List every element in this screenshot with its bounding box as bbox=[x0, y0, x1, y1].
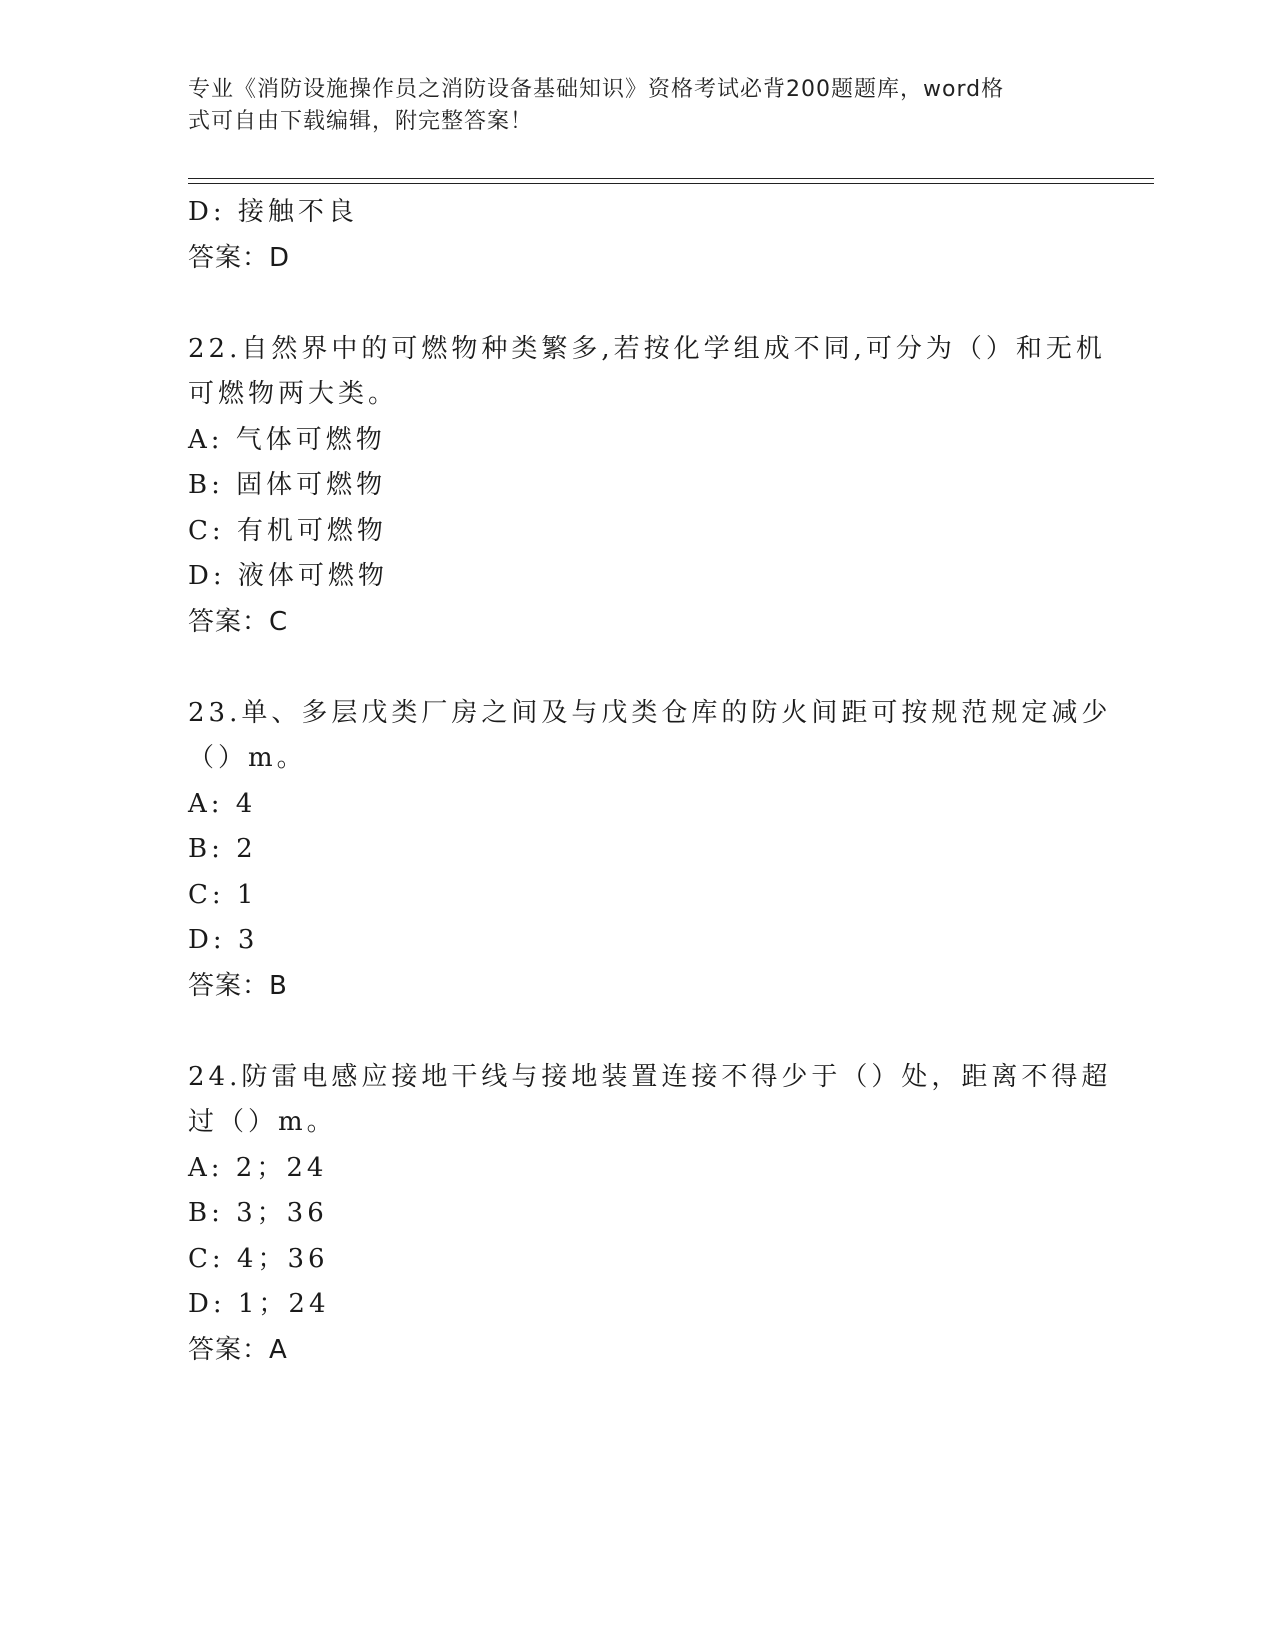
option-b: B: 2 bbox=[188, 834, 257, 864]
question-22 bbox=[188, 327, 1106, 646]
option-a: A: 2；24 bbox=[188, 1152, 328, 1183]
answer-line: 答案：D bbox=[188, 242, 291, 273]
page-header bbox=[188, 74, 1068, 138]
option-c: C: 4；36 bbox=[188, 1243, 329, 1274]
question-23 bbox=[188, 691, 1112, 1010]
header-line-1: 专业《消防设施操作员之消防设备基础知识》资格考试必背200题题库，word格 bbox=[188, 77, 1005, 102]
header-line-2: 式可自由下载编辑，附完整答案！ bbox=[188, 109, 534, 134]
question-24 bbox=[188, 1055, 1112, 1374]
option-c: C: 有机可燃物 bbox=[188, 515, 387, 546]
spacer bbox=[188, 281, 1088, 327]
option-a: A: 4 bbox=[188, 788, 257, 819]
answer-line: 答案：A bbox=[188, 1334, 288, 1365]
option-d: D: 液体可燃物 bbox=[188, 561, 388, 591]
option-d: D: 接触不良 bbox=[188, 197, 358, 227]
option-a: A: 气体可燃物 bbox=[188, 424, 386, 455]
question-text-line-1: 23.单、多层戊类厂房之间及与戊类仓库的防火间距可按规范规定减少 bbox=[188, 697, 1112, 728]
option-b: B: 3；36 bbox=[188, 1198, 328, 1228]
option-b: B: 固体可燃物 bbox=[188, 470, 387, 500]
question-text-line-2: （）m。 bbox=[188, 743, 307, 773]
question-text-line-2: 过（）m。 bbox=[188, 1107, 337, 1137]
header-divider-top bbox=[188, 178, 1154, 179]
answer-line: 答案：C bbox=[188, 606, 289, 637]
answer-line: 答案：B bbox=[188, 970, 288, 1001]
spacer bbox=[188, 1009, 1088, 1055]
carryover-block bbox=[188, 190, 1088, 281]
spacer bbox=[188, 645, 1088, 691]
option-d: D: 3 bbox=[188, 925, 259, 955]
question-text-line-1: 24.防雷电感应接地干线与接地装置连接不得少于（）处，距离不得超 bbox=[188, 1061, 1112, 1092]
option-c: C: 1 bbox=[188, 879, 258, 910]
option-d: D: 1；24 bbox=[188, 1289, 330, 1319]
header-divider-bottom bbox=[188, 183, 1154, 184]
question-list bbox=[188, 190, 1112, 1373]
question-text-line-2: 可燃物两大类。 bbox=[188, 379, 399, 409]
question-text-line-1: 22.自然界中的可燃物种类繁多,若按化学组成不同,可分为（）和无机 bbox=[188, 333, 1106, 364]
